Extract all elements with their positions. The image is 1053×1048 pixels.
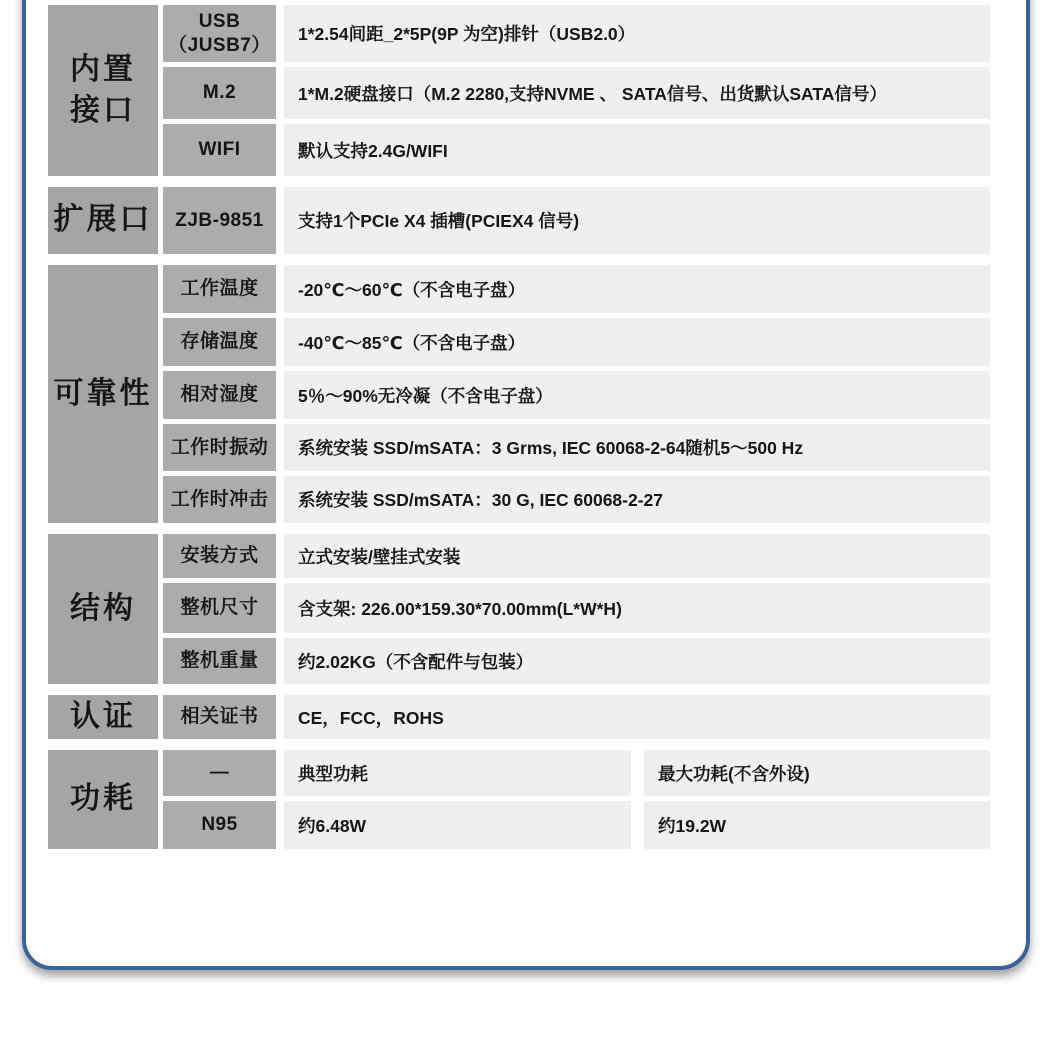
category-cell-reliability: 可靠性 [48, 265, 158, 523]
value-cell-mounting: 立式安装/壁挂式安装 [284, 534, 990, 578]
sublabel-cell-certificates: 相关证书 [163, 695, 276, 739]
sublabel-cell-m2: M.2 [163, 67, 276, 119]
category-label-line1: 内置 [70, 53, 136, 86]
sublabel-cell-n95: N95 [163, 801, 276, 849]
value-cell-dimensions: 含支架: 226.00*159.30*70.00mm(L*W*H) [284, 583, 990, 633]
sublabel-cell-dimensions: 整机尺寸 [163, 583, 276, 633]
value-cell-m2: 1*M.2硬盘接口（M.2 2280,支持NVME 、 SATA信号、出货默认SATA信号） [284, 67, 990, 119]
sublabel-cell-shock: 工作时冲击 [163, 476, 276, 523]
value-cell-operating-temp: -20℃～60℃（不含电子盘） [284, 265, 990, 313]
sublabel-usb-line1: USB [198, 10, 241, 32]
value-cell-typical-power: 约6.48W [284, 801, 631, 849]
category-cell-certification: 认证 [48, 695, 158, 739]
category-cell-power-consumption: 功耗 [48, 750, 158, 849]
value-cell-vibration: 系统安装 SSD/mSATA：3 Grms, IEC 60068-2-64随机5～500 Hz [284, 424, 990, 471]
sublabel-cell-storage-temp: 存储温度 [163, 318, 276, 366]
category-cell-expansion-port: 扩展口 [48, 187, 158, 254]
category-label-line2: 接口 [70, 93, 136, 127]
value-cell-shock: 系统安装 SSD/mSATA：30 G, IEC 60068-2-27 [284, 476, 990, 523]
spec-table [48, 5, 990, 849]
value-cell-storage-temp: -40℃～85℃（不含电子盘） [284, 318, 990, 366]
section-power-consumption [48, 750, 990, 849]
section-certification [48, 695, 990, 739]
sublabel-cell-usb [163, 5, 276, 62]
value-cell-humidity: 5％～90%无冷凝（不含电子盘） [284, 371, 990, 419]
value-cell-typical-power-header: 典型功耗 [284, 750, 631, 796]
sublabel-cell-power-header: — [163, 750, 276, 796]
value-cell-max-power-header: 最大功耗(不含外设) [644, 750, 990, 796]
value-cell-usb: 1*2.54间距_2*5P(9P 为空)排针（USB2.0） [284, 5, 990, 62]
sublabel-cell-weight: 整机重量 [163, 638, 276, 684]
section-structure [48, 534, 990, 684]
sublabel-cell-vibration: 工作时振动 [163, 424, 276, 471]
sublabel-cell-operating-temp: 工作温度 [163, 265, 276, 313]
section-internal-interfaces [48, 5, 990, 176]
value-cell-certificates: CE，FCC，ROHS [284, 695, 990, 739]
section-expansion-port [48, 187, 990, 254]
value-cell-wifi: 默认支持2.4G/WIFI [284, 124, 990, 176]
section-reliability [48, 265, 990, 523]
sublabel-cell-zjb9851: ZJB-9851 [163, 187, 276, 254]
sublabel-cell-humidity: 相对湿度 [163, 371, 276, 419]
value-cell-weight: 约2.02KG（不含配件与包装） [284, 638, 990, 684]
value-cell-max-power: 约19.2W [644, 801, 990, 849]
sublabel-cell-mounting: 安装方式 [163, 534, 276, 578]
category-cell-structure: 结构 [48, 534, 158, 684]
sublabel-cell-wifi: WIFI [163, 124, 276, 176]
value-cell-zjb9851: 支持1个PCIe X4 插槽(PCIEX4 信号) [284, 187, 990, 254]
category-cell-internal-interfaces [48, 5, 158, 176]
sublabel-usb-line2: （JUSB7） [168, 34, 271, 56]
value-row-power-values [284, 801, 990, 849]
value-row-power-headers [284, 750, 990, 796]
